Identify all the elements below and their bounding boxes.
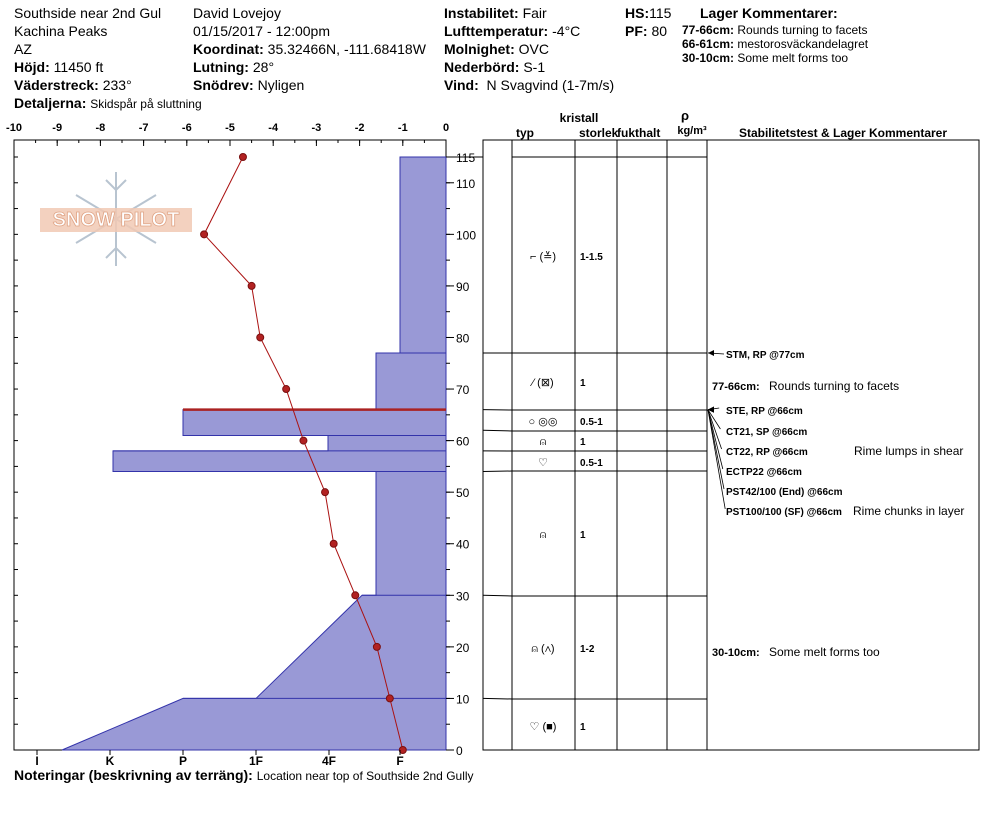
notes-label: Noteringar (beskrivning av terräng): bbox=[14, 767, 253, 783]
coord-label: Koordinat: bbox=[193, 41, 264, 57]
depth-tick-label: 70 bbox=[456, 383, 470, 398]
stability-test-label: CT21, SP @66cm bbox=[726, 427, 808, 438]
observer: David Lovejoy bbox=[193, 5, 281, 21]
layer-crystal-type: ⍝ bbox=[539, 436, 547, 448]
temp-tick-label: -8 bbox=[95, 122, 106, 134]
stability-test-label: STM, RP @77cm bbox=[726, 350, 805, 361]
temp-tick-label: -3 bbox=[311, 122, 322, 134]
aspect-value: 233° bbox=[102, 77, 132, 93]
stability-test-comment: Rime lumps in shear bbox=[854, 444, 964, 458]
col-stability-header: Stabilitetstest & Lager Kommentarer bbox=[738, 126, 948, 140]
pf-label: PF: bbox=[625, 23, 648, 39]
layer-crystal-size: 1-1.5 bbox=[580, 252, 603, 263]
layer-crystal-type: ⍝ bbox=[539, 529, 547, 541]
temperature-point bbox=[330, 540, 337, 547]
temperature-point bbox=[248, 282, 255, 289]
stability-test-label: PST42/100 (End) @66cm bbox=[726, 487, 843, 498]
details-value: Skidspår på sluttning bbox=[90, 97, 202, 111]
state: AZ bbox=[14, 41, 32, 57]
table-comment-range: 30-10cm: bbox=[712, 647, 760, 659]
arrow-icon bbox=[708, 350, 714, 356]
temperature-point bbox=[283, 386, 290, 393]
hardness-tick-label: K bbox=[105, 754, 115, 768]
temp-tick-label: -5 bbox=[225, 122, 235, 134]
layer-crystal-size: 1 bbox=[580, 378, 586, 389]
slope-label: Lutning: bbox=[193, 59, 249, 75]
layer-crystal-type: ♡ (■) bbox=[529, 721, 557, 733]
airtemp-label: Lufttemperatur: bbox=[444, 23, 549, 39]
layer-crystal-type: ○ ◎◎ bbox=[528, 416, 558, 428]
hs-value: 115 bbox=[649, 5, 672, 21]
temperature-point bbox=[201, 231, 208, 238]
notes-row bbox=[14, 766, 474, 785]
depth-tick-label: 115 bbox=[456, 151, 476, 165]
depth-tick-label: 20 bbox=[456, 640, 470, 655]
stability-label: Instabilitet: bbox=[444, 5, 519, 21]
slope-value: 28° bbox=[252, 59, 275, 75]
hardness-tick-label: 1F bbox=[248, 754, 264, 768]
location-name: Southside near 2nd Gul bbox=[14, 5, 162, 21]
temperature-point bbox=[373, 643, 380, 650]
layer-crystal-type: ♡ bbox=[538, 457, 548, 469]
sky-value: OVC bbox=[518, 41, 549, 57]
snowdrift-value: Nyligen bbox=[257, 77, 305, 93]
col-crystal-header: kristall bbox=[559, 111, 599, 125]
temp-tick-label: -9 bbox=[52, 122, 63, 134]
snowpilot-logo bbox=[40, 172, 192, 266]
layer-crystal-type: ⍝ (∧) bbox=[531, 643, 555, 655]
pf-value: 80 bbox=[651, 23, 668, 39]
stability-value: Fair bbox=[522, 5, 547, 21]
precip-value: S-1 bbox=[523, 59, 546, 75]
aspect-label: Väderstreck: bbox=[14, 77, 99, 93]
hs-label: HS: bbox=[625, 5, 650, 21]
depth-connector bbox=[483, 471, 512, 472]
header-comment-text: Rounds turning to facets bbox=[737, 23, 868, 37]
stability-test-label: STE, RP @66cm bbox=[726, 406, 803, 417]
table-comment-text: Rounds turning to facets bbox=[769, 379, 900, 393]
layer-crystal-size: 1 bbox=[580, 722, 586, 733]
layer-crystal-type: ⁄ (⊠) bbox=[532, 377, 554, 389]
hardness-tick-label: 4F bbox=[321, 754, 337, 768]
table-comment-text: Some melt forms too bbox=[769, 645, 880, 659]
header-comment-range: 30-10cm: bbox=[682, 51, 735, 65]
temp-tick-label: -7 bbox=[138, 122, 149, 134]
region: Kachina Peaks bbox=[14, 23, 108, 39]
layer-crystal-size: 1-2 bbox=[580, 644, 595, 655]
precip-label: Nederbörd: bbox=[444, 59, 520, 75]
temp-tick-label: -2 bbox=[354, 122, 365, 134]
layer-crystal-size: 1 bbox=[580, 530, 586, 541]
depth-connector bbox=[483, 698, 512, 699]
elevation-value: 11450 ft bbox=[53, 59, 104, 75]
airtemp-value: -4°C bbox=[552, 23, 581, 39]
hardness-tick-label: P bbox=[178, 754, 188, 768]
temp-tick-label: 0 bbox=[442, 122, 450, 134]
depth-tick-label: 80 bbox=[456, 331, 470, 346]
layer-crystal-type: ⌐ (≚) bbox=[529, 251, 557, 263]
wind-value: N Svagvind (1-7m/s) bbox=[486, 77, 615, 93]
depth-tick-label: 10 bbox=[456, 692, 470, 707]
depth-tick-label: 110 bbox=[456, 176, 476, 191]
table-comment-range: 77-66cm: bbox=[712, 381, 760, 393]
layer-crystal-size: 0.5-1 bbox=[580, 417, 603, 428]
wind-label: Vind: bbox=[444, 77, 479, 93]
temperature-point bbox=[257, 334, 264, 341]
temperature-point bbox=[239, 154, 246, 161]
depth-tick-label: 100 bbox=[456, 228, 477, 243]
coord-value: 35.32466N, -111.68418W bbox=[267, 41, 426, 57]
hardness-tick-label: F bbox=[396, 754, 404, 768]
depth-connector bbox=[483, 595, 512, 596]
datetime: 01/15/2017 - 12:00pm bbox=[193, 23, 330, 39]
stability-test-label: ECTP22 @66cm bbox=[726, 467, 802, 478]
header-comment-text: mestorosväckandelagret bbox=[737, 37, 869, 51]
notes-value: Location near top of Southside 2nd Gully bbox=[256, 769, 474, 783]
layer-crystal-size: 1 bbox=[580, 437, 586, 448]
temperature-point bbox=[386, 695, 393, 702]
depth-tick-label: 0 bbox=[456, 744, 463, 758]
header-comment-range: 66-61cm: bbox=[682, 37, 735, 51]
stability-test-pointer bbox=[708, 410, 725, 509]
depth-connector bbox=[483, 430, 512, 431]
col-type-header: typ bbox=[516, 126, 534, 140]
temperature-point bbox=[352, 592, 359, 599]
temp-tick-label: -10 bbox=[6, 122, 22, 134]
elevation-label: Höjd: bbox=[14, 59, 50, 75]
depth-tick-label: 50 bbox=[456, 486, 470, 501]
depth-tick-label: 40 bbox=[456, 537, 470, 552]
logo-text: SNOW PILOT bbox=[52, 209, 180, 231]
hardness-profile bbox=[62, 157, 446, 750]
stability-test-pointer bbox=[708, 410, 723, 469]
col-density-header: kg/m³ bbox=[677, 125, 707, 137]
snowdrift-label: Snödrev: bbox=[193, 77, 254, 93]
temperature-point bbox=[322, 489, 329, 496]
stability-test-label: CT22, RP @66cm bbox=[726, 447, 808, 458]
depth-tick-label: 90 bbox=[456, 279, 470, 294]
hardness-tick-label: I bbox=[35, 754, 39, 768]
layer-comments-title: Lager Kommentarer: bbox=[700, 5, 838, 21]
header-comment-range: 77-66cm: bbox=[682, 23, 735, 37]
col-size-header: storlek bbox=[579, 126, 619, 140]
layer-crystal-size: 0.5-1 bbox=[580, 458, 603, 469]
temp-tick-label: -6 bbox=[181, 122, 192, 134]
stability-test-comment: Rime chunks in layer bbox=[853, 504, 965, 518]
depth-tick-label: 30 bbox=[456, 589, 470, 604]
temp-tick-label: -1 bbox=[397, 122, 408, 134]
depth-tick-label: 60 bbox=[456, 434, 470, 449]
sky-label: Molnighet: bbox=[444, 41, 515, 57]
header-comment-text: Some melt forms too bbox=[737, 51, 849, 65]
temperature-point bbox=[300, 437, 307, 444]
col-moisture-header: fukthalt bbox=[617, 126, 661, 140]
details-label: Detaljerna: bbox=[14, 95, 87, 111]
col-rho-header: ρ bbox=[680, 108, 690, 123]
temp-tick-label: -4 bbox=[268, 122, 279, 134]
stability-test-label: PST100/100 (SF) @66cm bbox=[726, 507, 842, 518]
